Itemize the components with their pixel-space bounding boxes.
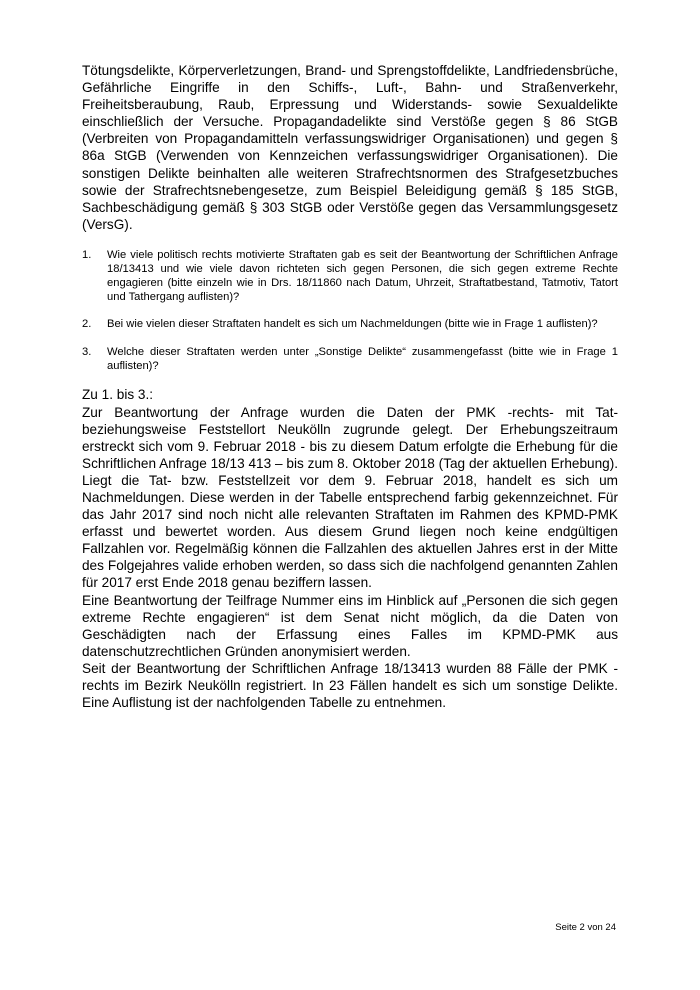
answer-paragraph: Zur Beantwortung der Anfrage wurden die Daten der PMK -rechts- mit Tat- beziehungsweise Feststellort Neukölln zugrunde gelegt. Der Erhebungszeitraum erstreckt sich vom 9. Februar 2018 - bis zu diesem Datum erfolgte die Erhebung für die Schriftlichen Anfrage 18/13 413 – bis zum 8. Oktober 2018 (Tag der aktuellen Erhebung). Liegt die Tat- bzw. Feststellzeit vor dem 9. Februar 2018, handelt es sich um Nachmeldungen. Diese werden in der Tabelle entsprechend farbig gekennzeichnet. Für das Jahr 2017 sind noch nicht alle relevanten Straftaten im Rahmen des KPMD-PMK erfasst und bewertet worden. Aus diesem Grund liegen noch keine endgültigen Fallzahlen vor. Regelmäßig können die Fallzahlen des aktuellen Jahres erst in der Mitte des Folgejahres valide erhoben werden, so dass sich die nachfolgend genannten Zahlen für 2017 erst Ende 2018 genau beziffern lassen.	[82, 404, 618, 591]
question-number: 2.	[82, 318, 92, 331]
intro-paragraph: Tötungsdelikte, Körperverletzungen, Brand- und Sprengstoffdelikte, Landfriedensbrüche, Gefährliche Eingriffe in den Schiffs-, Luft-, Bahn- und Straßenverkehr, Freiheitsberaubung, Raub, Erpressung und Widerstands- sowie Sexualdelikte einschließlich der Versuche. Propagandadelikte sind Verstöße gegen § 86 StGB (Verbreiten von Propagandamitteln verfassungswidriger Organisationen) und gegen § 86a StGB (Verwenden von Kennzeichen verfassungswidriger Organisationen). Die sonstigen Delikte beinhalten alle weiteren Strafrechtsnormen des Strafgesetzbuches sowie der Strafrechtsnebengesetze, zum Beispiel Beleidigung gemäß § 185 StGB, Sachbeschädigung gemäß § 303 StGB oder Verstöße gegen das Versammlungsgesetz (VersG).	[82, 63, 618, 232]
page-number-footer: Seite 2 von 24	[555, 922, 616, 933]
answer-heading: Zu 1. bis 3.:	[82, 387, 154, 403]
question-item	[82, 317, 618, 331]
question-number: 1.	[82, 248, 92, 261]
question-text: Bei wie vielen dieser Straftaten handelt es sich um Nachmeldungen (bitte wie in Frage 1 auflisten)?	[107, 318, 598, 331]
question-text: Wie viele politisch rechts motivierte Straftaten gab es seit der Beantwortung der Schriftlichen Anfrage 18/13413 und wie viele davon richteten sich gegen Personen, die sich gegen extreme Rechte engagieren (bitte einzeln wie in Drs. 18/11860 nach Datum, Uhrzeit, Straftatbestand, Tatmotiv, Tatort und Tathergang auflisten)?	[107, 248, 618, 303]
question-item	[82, 248, 618, 304]
question-list	[82, 248, 618, 373]
answer-paragraph: Seit der Beantwortung der Schriftlichen Anfrage 18/13413 wurden 88 Fälle der PMK -rechts im Bezirk Neukölln registriert. In 23 Fällen handelt es sich um sonstige Delikte. Eine Auflistung ist der nachfolgenden Tabelle zu entnehmen.	[82, 660, 618, 711]
question-number: 3.	[82, 345, 92, 358]
question-item	[82, 345, 618, 373]
answer-section	[82, 386, 618, 711]
document-page	[82, 62, 618, 711]
question-text: Welche dieser Straftaten werden unter „Sonstige Delikte“ zusammengefasst (bitte wie in Frage 1 auflisten)?	[107, 345, 618, 372]
answer-paragraph: Eine Beantwortung der Teilfrage Nummer eins im Hinblick auf „Personen die sich gegen extreme Rechte engagieren“ ist dem Senat nicht möglich, da die Daten von Geschädigten nach der Erfassung eines Falles im KPMD-PMK aus datenschutzrechtlichen Gründen anonymisiert werden.	[82, 592, 618, 659]
